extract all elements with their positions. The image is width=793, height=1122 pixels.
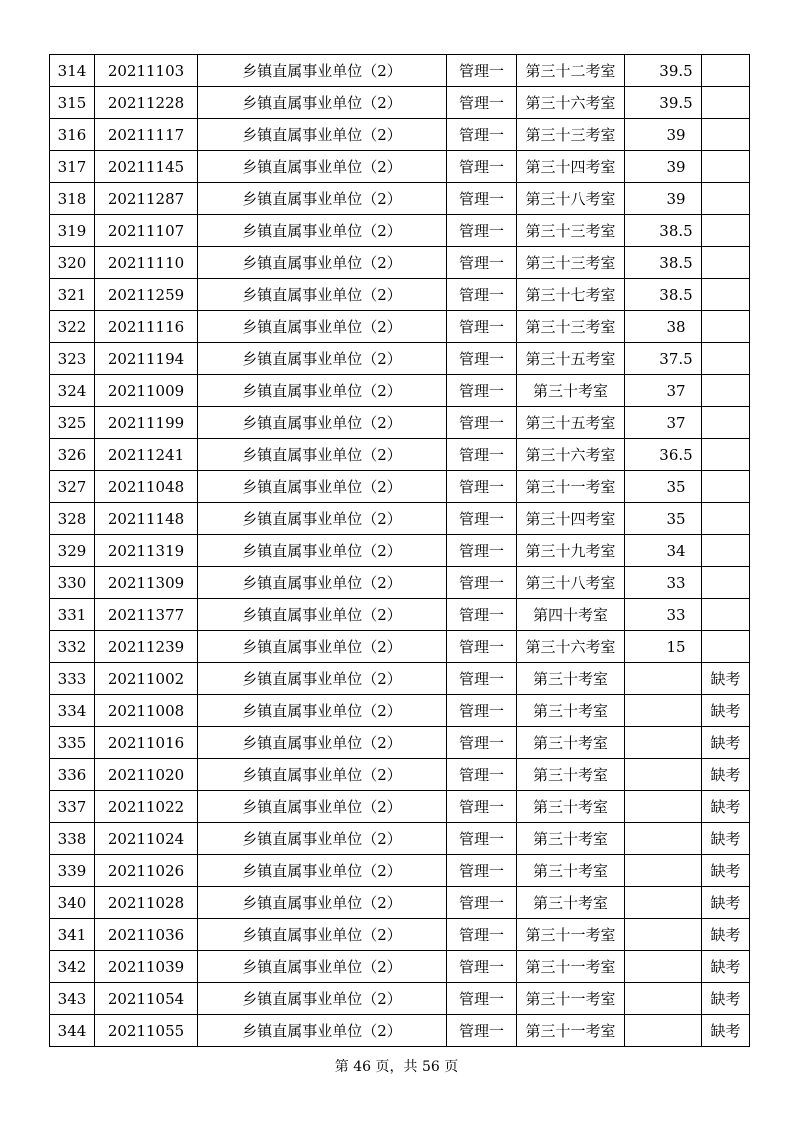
table-row [50,87,750,119]
row-number-cell: 340 [50,887,95,919]
exam-id-cell: 20211009 [95,375,198,407]
remark-cell: 缺考 [702,759,750,791]
row-number-cell: 332 [50,631,95,663]
position-cell: 管理一 [447,759,517,791]
score-cell [625,951,702,983]
score-cell [625,1015,702,1047]
remark-cell [702,631,750,663]
score-cell: 38.5 [625,279,702,311]
position-cell: 管理一 [447,855,517,887]
remark-cell [702,567,750,599]
table-row [50,663,750,695]
remark-cell: 缺考 [702,919,750,951]
table-row [50,983,750,1015]
row-number-cell: 329 [50,535,95,567]
exam-room-cell: 第三十八考室 [517,183,625,215]
exam-room-cell: 第三十一考室 [517,983,625,1015]
unit-cell: 乡镇直属事业单位（2） [198,311,447,343]
exam-room-cell: 第三十二考室 [517,55,625,87]
row-number-cell: 333 [50,663,95,695]
exam-room-cell: 第三十三考室 [517,119,625,151]
exam-id-cell: 20211287 [95,183,198,215]
score-cell: 33 [625,599,702,631]
exam-id-cell: 20211377 [95,599,198,631]
score-cell: 37 [625,407,702,439]
remark-cell [702,311,750,343]
position-cell: 管理一 [447,823,517,855]
table-row [50,343,750,375]
score-cell [625,727,702,759]
row-number-cell: 315 [50,87,95,119]
row-number-cell: 337 [50,791,95,823]
table-row [50,567,750,599]
position-cell: 管理一 [447,1015,517,1047]
score-cell [625,663,702,695]
exam-id-cell: 20211239 [95,631,198,663]
exam-room-cell: 第四十考室 [517,599,625,631]
exam-room-cell: 第三十考室 [517,887,625,919]
remark-cell [702,87,750,119]
exam-id-cell: 20211194 [95,343,198,375]
remark-cell [702,55,750,87]
exam-id-cell: 20211309 [95,567,198,599]
score-cell: 35 [625,471,702,503]
exam-id-cell: 20211145 [95,151,198,183]
remark-cell: 缺考 [702,727,750,759]
score-cell: 38 [625,311,702,343]
exam-room-cell: 第三十三考室 [517,215,625,247]
exam-room-cell: 第三十考室 [517,663,625,695]
unit-cell: 乡镇直属事业单位（2） [198,55,447,87]
exam-room-cell: 第三十考室 [517,695,625,727]
table-row [50,375,750,407]
exam-id-cell: 20211055 [95,1015,198,1047]
exam-room-cell: 第三十一考室 [517,919,625,951]
unit-cell: 乡镇直属事业单位（2） [198,983,447,1015]
table-row [50,279,750,311]
table-row [50,119,750,151]
row-number-cell: 328 [50,503,95,535]
row-number-cell: 338 [50,823,95,855]
remark-cell [702,375,750,407]
table-row [50,439,750,471]
table-row [50,535,750,567]
remark-cell: 缺考 [702,823,750,855]
position-cell: 管理一 [447,503,517,535]
row-number-cell: 323 [50,343,95,375]
row-number-cell: 339 [50,855,95,887]
row-number-cell: 342 [50,951,95,983]
page-footer: 第 46 页，共 56 页 [334,1059,459,1075]
unit-cell: 乡镇直属事业单位（2） [198,439,447,471]
exam-id-cell: 20211028 [95,887,198,919]
unit-cell: 乡镇直属事业单位（2） [198,919,447,951]
exam-room-cell: 第三十六考室 [517,439,625,471]
unit-cell: 乡镇直属事业单位（2） [198,887,447,919]
position-cell: 管理一 [447,343,517,375]
exam-id-cell: 20211020 [95,759,198,791]
exam-id-cell: 20211319 [95,535,198,567]
exam-id-cell: 20211002 [95,663,198,695]
table-row [50,727,750,759]
exam-id-cell: 20211116 [95,311,198,343]
row-number-cell: 336 [50,759,95,791]
table-row [50,759,750,791]
exam-id-cell: 20211107 [95,215,198,247]
position-cell: 管理一 [447,535,517,567]
score-cell [625,823,702,855]
unit-cell: 乡镇直属事业单位（2） [198,695,447,727]
exam-id-cell: 20211241 [95,439,198,471]
score-cell: 34 [625,535,702,567]
unit-cell: 乡镇直属事业单位（2） [198,343,447,375]
exam-id-cell: 20211117 [95,119,198,151]
unit-cell: 乡镇直属事业单位（2） [198,823,447,855]
remark-cell: 缺考 [702,887,750,919]
remark-cell [702,119,750,151]
position-cell: 管理一 [447,247,517,279]
score-cell: 36.5 [625,439,702,471]
unit-cell: 乡镇直属事业单位（2） [198,151,447,183]
table-row [50,1015,750,1047]
remark-cell [702,343,750,375]
unit-cell: 乡镇直属事业单位（2） [198,1015,447,1047]
score-cell [625,919,702,951]
unit-cell: 乡镇直属事业单位（2） [198,535,447,567]
score-cell [625,695,702,727]
score-cell: 33 [625,567,702,599]
row-number-cell: 317 [50,151,95,183]
score-cell: 39 [625,151,702,183]
table-row [50,183,750,215]
exam-room-cell: 第三十五考室 [517,407,625,439]
exam-id-cell: 20211054 [95,983,198,1015]
exam-id-cell: 20211148 [95,503,198,535]
remark-cell [702,151,750,183]
position-cell: 管理一 [447,663,517,695]
score-cell: 38.5 [625,215,702,247]
exam-id-cell: 20211110 [95,247,198,279]
position-cell: 管理一 [447,407,517,439]
score-cell: 37.5 [625,343,702,375]
position-cell: 管理一 [447,471,517,503]
remark-cell [702,279,750,311]
row-number-cell: 321 [50,279,95,311]
exam-room-cell: 第三十考室 [517,823,625,855]
position-cell: 管理一 [447,87,517,119]
exam-room-cell: 第三十六考室 [517,631,625,663]
unit-cell: 乡镇直属事业单位（2） [198,471,447,503]
position-cell: 管理一 [447,983,517,1015]
exam-room-cell: 第三十一考室 [517,1015,625,1047]
exam-room-cell: 第三十四考室 [517,503,625,535]
row-number-cell: 326 [50,439,95,471]
table-row [50,599,750,631]
position-cell: 管理一 [447,791,517,823]
table-row [50,631,750,663]
score-cell: 39 [625,119,702,151]
exam-room-cell: 第三十八考室 [517,567,625,599]
row-number-cell: 343 [50,983,95,1015]
table-row [50,247,750,279]
exam-id-cell: 20211024 [95,823,198,855]
row-number-cell: 316 [50,119,95,151]
table-row [50,823,750,855]
table-row [50,855,750,887]
exam-room-cell: 第三十一考室 [517,951,625,983]
score-cell [625,791,702,823]
table-row [50,215,750,247]
unit-cell: 乡镇直属事业单位（2） [198,599,447,631]
position-cell: 管理一 [447,951,517,983]
exam-id-cell: 20211026 [95,855,198,887]
exam-id-cell: 20211008 [95,695,198,727]
row-number-cell: 319 [50,215,95,247]
unit-cell: 乡镇直属事业单位（2） [198,87,447,119]
exam-id-cell: 20211048 [95,471,198,503]
score-cell: 38.5 [625,247,702,279]
exam-room-cell: 第三十考室 [517,791,625,823]
exam-id-cell: 20211022 [95,791,198,823]
exam-room-cell: 第三十考室 [517,727,625,759]
exam-room-cell: 第三十考室 [517,855,625,887]
exam-room-cell: 第三十四考室 [517,151,625,183]
remark-cell: 缺考 [702,791,750,823]
row-number-cell: 327 [50,471,95,503]
unit-cell: 乡镇直属事业单位（2） [198,855,447,887]
unit-cell: 乡镇直属事业单位（2） [198,503,447,535]
remark-cell [702,183,750,215]
exam-id-cell: 20211259 [95,279,198,311]
row-number-cell: 320 [50,247,95,279]
score-cell: 39 [625,183,702,215]
unit-cell: 乡镇直属事业单位（2） [198,375,447,407]
position-cell: 管理一 [447,727,517,759]
score-cell: 37 [625,375,702,407]
row-number-cell: 318 [50,183,95,215]
row-number-cell: 344 [50,1015,95,1047]
exam-room-cell: 第三十一考室 [517,471,625,503]
remark-cell: 缺考 [702,983,750,1015]
remark-cell: 缺考 [702,855,750,887]
exam-room-cell: 第三十三考室 [517,247,625,279]
position-cell: 管理一 [447,695,517,727]
position-cell: 管理一 [447,375,517,407]
table-row [50,311,750,343]
position-cell: 管理一 [447,439,517,471]
position-cell: 管理一 [447,599,517,631]
row-number-cell: 335 [50,727,95,759]
table-row [50,407,750,439]
table-row [50,887,750,919]
score-cell: 35 [625,503,702,535]
exam-id-cell: 20211036 [95,919,198,951]
remark-cell [702,215,750,247]
exam-room-cell: 第三十考室 [517,375,625,407]
table-row [50,151,750,183]
table-row [50,55,750,87]
exam-id-cell: 20211039 [95,951,198,983]
table-row [50,471,750,503]
position-cell: 管理一 [447,183,517,215]
position-cell: 管理一 [447,567,517,599]
table-row [50,791,750,823]
remark-cell: 缺考 [702,951,750,983]
unit-cell: 乡镇直属事业单位（2） [198,663,447,695]
exam-room-cell: 第三十七考室 [517,279,625,311]
unit-cell: 乡镇直属事业单位（2） [198,631,447,663]
position-cell: 管理一 [447,55,517,87]
remark-cell [702,407,750,439]
score-cell: 15 [625,631,702,663]
score-cell: 39.5 [625,87,702,119]
position-cell: 管理一 [447,119,517,151]
row-number-cell: 314 [50,55,95,87]
exam-room-cell: 第三十九考室 [517,535,625,567]
remark-cell: 缺考 [702,663,750,695]
table-row [50,503,750,535]
table-row [50,695,750,727]
unit-cell: 乡镇直属事业单位（2） [198,407,447,439]
unit-cell: 乡镇直属事业单位（2） [198,759,447,791]
score-cell [625,983,702,1015]
unit-cell: 乡镇直属事业单位（2） [198,567,447,599]
row-number-cell: 331 [50,599,95,631]
remark-cell [702,439,750,471]
results-table-body [50,55,750,1047]
remark-cell [702,247,750,279]
position-cell: 管理一 [447,311,517,343]
score-cell: 39.5 [625,55,702,87]
exam-room-cell: 第三十三考室 [517,311,625,343]
unit-cell: 乡镇直属事业单位（2） [198,727,447,759]
table-row [50,951,750,983]
row-number-cell: 324 [50,375,95,407]
remark-cell [702,503,750,535]
unit-cell: 乡镇直属事业单位（2） [198,791,447,823]
results-table [49,54,750,1047]
score-cell [625,887,702,919]
unit-cell: 乡镇直属事业单位（2） [198,279,447,311]
row-number-cell: 325 [50,407,95,439]
row-number-cell: 322 [50,311,95,343]
position-cell: 管理一 [447,919,517,951]
exam-room-cell: 第三十五考室 [517,343,625,375]
exam-id-cell: 20211199 [95,407,198,439]
position-cell: 管理一 [447,279,517,311]
position-cell: 管理一 [447,631,517,663]
row-number-cell: 341 [50,919,95,951]
position-cell: 管理一 [447,151,517,183]
position-cell: 管理一 [447,887,517,919]
exam-id-cell: 20211016 [95,727,198,759]
row-number-cell: 334 [50,695,95,727]
exam-room-cell: 第三十考室 [517,759,625,791]
score-cell [625,759,702,791]
row-number-cell: 330 [50,567,95,599]
table-row [50,919,750,951]
unit-cell: 乡镇直属事业单位（2） [198,247,447,279]
unit-cell: 乡镇直属事业单位（2） [198,215,447,247]
unit-cell: 乡镇直属事业单位（2） [198,951,447,983]
unit-cell: 乡镇直属事业单位（2） [198,183,447,215]
unit-cell: 乡镇直属事业单位（2） [198,119,447,151]
exam-id-cell: 20211103 [95,55,198,87]
score-cell [625,855,702,887]
remark-cell [702,471,750,503]
exam-room-cell: 第三十六考室 [517,87,625,119]
exam-id-cell: 20211228 [95,87,198,119]
remark-cell [702,599,750,631]
remark-cell: 缺考 [702,695,750,727]
position-cell: 管理一 [447,215,517,247]
remark-cell: 缺考 [702,1015,750,1047]
remark-cell [702,535,750,567]
